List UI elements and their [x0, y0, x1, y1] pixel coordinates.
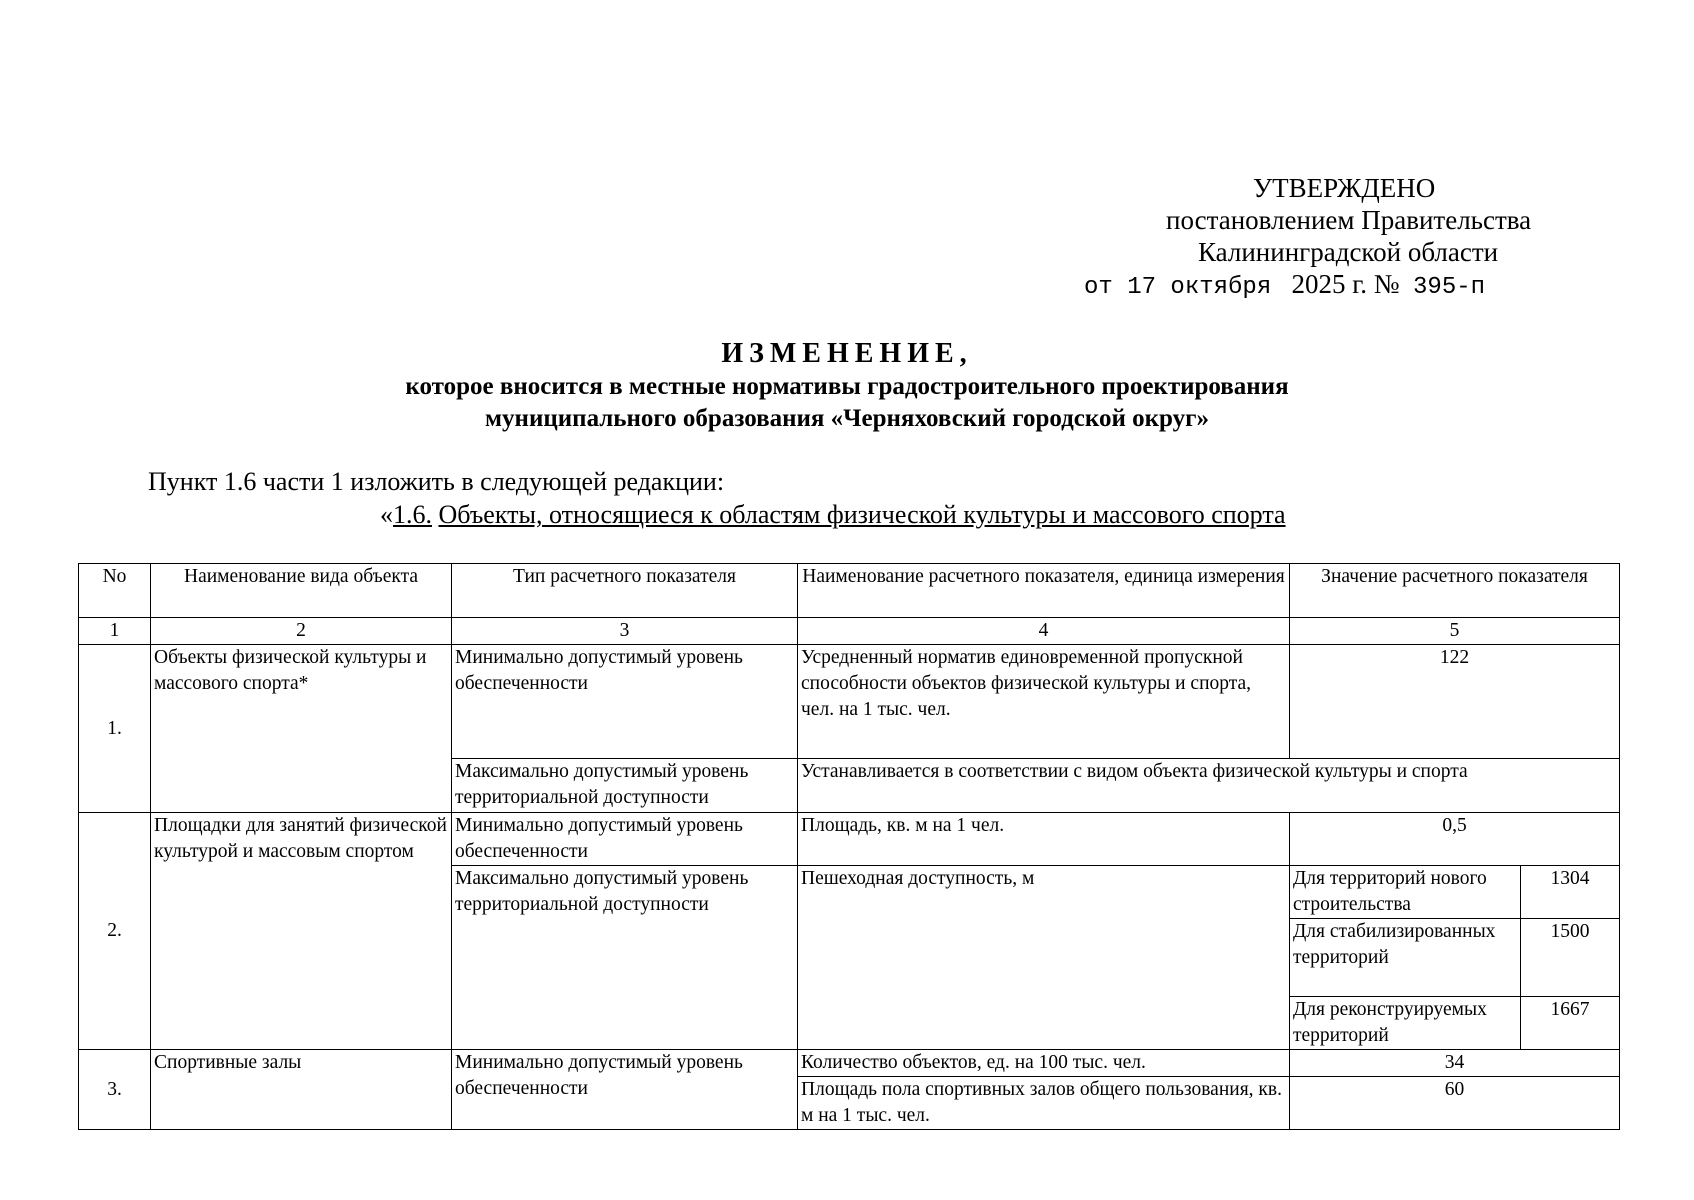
section-number: 1.6. [393, 500, 432, 529]
indicator-type: Максимально допустимый уровень территориальной доступности [452, 866, 798, 1050]
column-number: 1 [79, 618, 151, 645]
section-quote: « [380, 500, 393, 529]
column-number: 4 [798, 618, 1290, 645]
column-number: 5 [1290, 618, 1620, 645]
indicator-name: Площадь, кв. м на 1 чел. [798, 813, 1290, 866]
territory-value: 1304 [1521, 866, 1620, 919]
section-heading [380, 500, 1286, 530]
table-row [79, 813, 1620, 866]
object-name: Площадки для занятий физической культурой и массовым спортом [151, 813, 452, 1050]
approval-stamp: УТВЕРЖДЕНО [1253, 173, 1436, 203]
document-subtitle-line-1: которое вносится в местные нормативы градостроительного проектирования [405, 373, 1289, 400]
indicator-type: Минимально допустимый уровень обеспеченности [452, 645, 798, 759]
indicator-value: 34 [1290, 1050, 1620, 1077]
approval-date [1084, 268, 1485, 304]
indicator-value: 122 [1290, 645, 1620, 759]
territory-label: Для стабилизированных территорий [1290, 919, 1521, 997]
indicator-name: Пешеходная доступность, м [798, 866, 1290, 1050]
column-number: 3 [452, 618, 798, 645]
intro-paragraph: Пункт 1.6 части 1 изложить в следующей редакции: [148, 467, 725, 496]
approval-number: 395-п [1413, 274, 1486, 301]
row-number: 3. [79, 1050, 151, 1130]
indicator-type: Минимально допустимый уровень обеспеченности [452, 1050, 798, 1130]
approval-date-year: 2025 г. № [1291, 269, 1400, 299]
table-header-row [79, 564, 1620, 618]
document-subtitle-line-2: муниципального образования «Черняховский городской округ» [485, 405, 1209, 432]
indicator-value: 60 [1290, 1077, 1620, 1130]
header-indicator-name: Наименование расчетного показателя, единица измерения [798, 564, 1290, 618]
norms-table [78, 563, 1620, 1130]
indicator-type: Максимально допустимый уровень территориальной доступности [452, 759, 798, 813]
approval-date-prefix: от 17 октября [1084, 274, 1272, 301]
indicator-name: Количество объектов, ед. на 100 тыс. чел. [798, 1050, 1290, 1077]
section-title: Объекты, относящиеся к областям физической культуры и массового спорта [438, 500, 1286, 529]
document-title: ИЗМЕНЕНИЕ, [721, 338, 973, 369]
approval-line-2: Калининградской области [1198, 237, 1499, 267]
header-number: No [79, 564, 151, 618]
row-number: 2. [79, 813, 151, 1050]
approval-line-1: постановлением Правительства [1166, 205, 1532, 235]
indicator-name: Площадь пола спортивных залов общего пользования, кв. м на 1 тыс. чел. [798, 1077, 1290, 1130]
indicator-type: Минимально допустимый уровень обеспеченности [452, 813, 798, 866]
table-column-numbers-row [79, 618, 1620, 645]
indicator-name: Устанавливается в соответствии с видом объекта физической культуры и спорта [798, 759, 1620, 813]
object-name: Спортивные залы [151, 1050, 452, 1130]
row-number: 1. [79, 645, 151, 813]
territory-label: Для реконструируемых территорий [1290, 997, 1521, 1050]
table-row [79, 1050, 1620, 1077]
territory-label: Для территорий нового строительства [1290, 866, 1521, 919]
table-row [79, 645, 1620, 759]
territory-value: 1667 [1521, 997, 1620, 1050]
header-indicator-value: Значение расчетного показателя [1290, 564, 1620, 618]
header-indicator-type: Тип расчетного показателя [452, 564, 798, 618]
indicator-value: 0,5 [1290, 813, 1620, 866]
header-object-type: Наименование вида объекта [151, 564, 452, 618]
indicator-name: Усредненный норматив единовременной пропускной способности объектов физической культуры и спорта, чел. на 1 тыс. чел. [798, 645, 1290, 759]
object-name: Объекты физической культуры и массового спорта* [151, 645, 452, 813]
territory-value: 1500 [1521, 919, 1620, 997]
column-number: 2 [151, 618, 452, 645]
